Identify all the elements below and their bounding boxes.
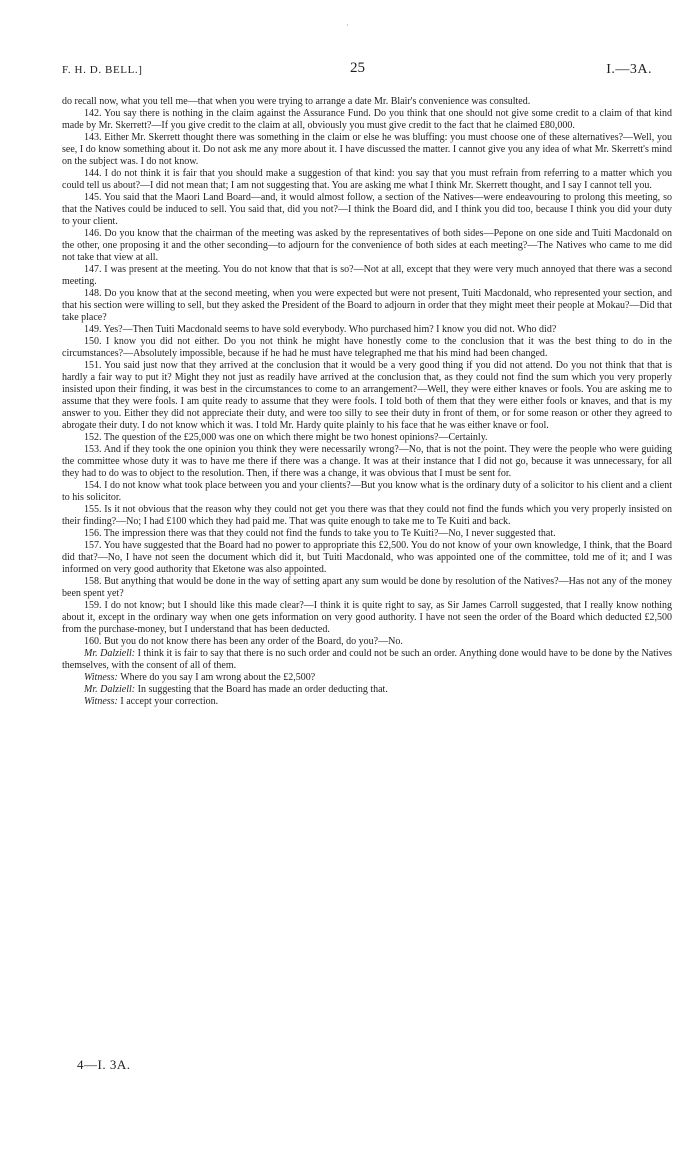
paragraph: 142. You say there is nothing in the claim against the Assurance Fund. Do you think that one should not give some credit to a claim of that kind made by Mr. Skerrett?—If you give credit to the claim at all, obviously you must give credit to the fact that he claimed £80,000. (62, 108, 672, 131)
dialogue-text: I think it is fair to say that there is no such order and could not be such an order. Anything done would have to be done by the Natives themselves, with the consent of all of them. (62, 648, 673, 671)
paragraph: 154. I do not know what took place between you and your clients?—But you know what is the ordinary duty of a solicitor to his client and a client to his solicitor. (62, 480, 672, 503)
paragraph: 151. You said just now that they arrived at the conclusion that it would be a very good thing if you did not attend. Do you not think that that is hardly a fair way to put it? Might they not just as readily have arrived at the conclusion that, as they could not find the sum which you very properly insisted upon their finding, it was best in the circumstances to come to an arrangement?—Well, they were either knaves or fools. You are asking me to assume that they were fools. I am quite ready to assume that they were fools. I told both of them that they were either fools or knaves, and that is my answer to you. Either they did not appreciate their duty, and were too silly to see their duty in front of them, or for some reason or other they agreed to abrogate their duty. I do not know which it was. I told Mr. Hardy quite plainly to his face that he was either knave or fool. (62, 360, 672, 431)
paragraph: 152. The question of the £25,000 was one on which there might be two honest opinions?—Certainly. (84, 432, 488, 443)
paragraph: 147. I was present at the meeting. You do not know that that is so?—Not at all, except that they were very much annoyed that there was a second meeting. (62, 264, 672, 287)
paragraph: 156. The impression there was that they could not find the funds to take you to Te Kuiti?—No, I never suggested that. (84, 528, 556, 539)
speaker-name: Mr. Dalziell: (84, 684, 136, 695)
paper-reference: I.—3A. (606, 62, 652, 77)
dialogue-line (62, 696, 672, 708)
paragraph: 148. Do you know that at the second meeting, when you were expected but were not present, Tuiti Macdonald, who represented your section, and that his section were willing to sell, but they asked the President of the Board to adjourn in order that they might meet their people at Mokau?—Did that take place? (62, 288, 672, 323)
signature-mark: 4—I. 3A. (77, 1057, 131, 1072)
speck-mark: · (346, 21, 349, 30)
dialogue-line (62, 648, 672, 672)
paragraph: 160. But you do not know there has been any order of the Board, do you?—No. (84, 636, 403, 647)
dialogue-text: In suggesting that the Board has made an order deducting that. (137, 684, 388, 695)
header-author: F. H. D. BELL.] (62, 64, 143, 76)
paragraph: 158. But anything that would be done in the way of setting apart any sum would be done by resolution of the Natives?—Has not any of the money been spent yet? (62, 576, 672, 599)
paragraph: 144. I do not think it is fair that you should make a suggestion of that kind: you say that you must refrain from referring to a matter which you could tell us about?—I did not mean that; I am not suggesting that. You are asking me what I think Mr. Skerrett thought, and I say I cannot tell you. (62, 168, 672, 191)
paragraph: 153. And if they took the one opinion you think they were necessarily wrong?—No, that is not the point. They were the people who were guiding the committee whose duty it was to have me there if there was a change. It was at their instance that I did not go, because it was unnecessary, for all they had to do was to object to the resolution. Then, if there was a change, it was obvious that I must be sent for. (62, 444, 672, 479)
paragraph: 155. Is it not obvious that the reason why they could not get you there was that they could not find the funds which you very properly insisted on their finding?—No; I had £100 which they had paid me. That was quite enough to take me to Te Kuiti and back. (62, 504, 672, 527)
paragraph: 146. Do you know that the chairman of the meeting was asked by the representatives of both sides—Pepone on one side and Tuiti Macdonald on the other, one proposing it and the other seconding—to adjourn for the convenience of both sides at each meeting?—The Natives who came to me did not take that view at all. (62, 228, 672, 263)
speaker-name: Mr. Dalziell: (84, 648, 136, 659)
dialogue-text: I accept your correction. (120, 696, 219, 707)
speaker-name: Witness: (84, 696, 118, 707)
paragraph: 149. Yes?—Then Tuiti Macdonald seems to have sold everybody. Who purchased him? I know you did not. Who did? (84, 324, 557, 335)
paragraph: 157. You have suggested that the Board had no power to appropriate this £2,500. You do not know of your own knowledge, I think, that the Board did that?—No, I have not seen the document which did it, but Tuiti Macdonald, who was appointed one of the committee, told me of it; and I was informed on very good authority that Eketone was also appointed. (62, 540, 672, 575)
speaker-name: Witness: (84, 672, 118, 683)
dialogue-line (62, 684, 672, 696)
paragraph: 150. I know you did not either. Do you not think he might have honestly come to the conclusion that it was the best thing to do in the circumstances?—Absolutely impossible, because if he had he must have telegraphed me that his mind had been changed. (62, 336, 672, 359)
paragraph: 143. Either Mr. Skerrett thought there was something in the claim or else he was bluffing: you must choose one of these alternatives?—Well, you see, I do know something about it. Do not ask me any more about it. I have discussed the matter. I cannot give you any idea of what Mr. Skerrett's mind on the subject was. I do not know. (62, 132, 672, 167)
page-number: 25 (350, 60, 365, 76)
paragraph: 159. I do not know; but I should like this made clear?—I think it is quite right to say, as Sir James Carroll suggested, that I really know nothing about it, except in the ordinary way when one gets information on very good authority. I have not seen the order of the Board which deducted £2,500 from the purchase-money, but I understand that has been deducted. (62, 600, 672, 635)
page-header (62, 62, 676, 82)
dialogue-line (62, 672, 672, 684)
document-body (62, 96, 672, 708)
paragraph: do recall now, what you tell me—that when you were trying to arrange a date Mr. Blair's convenience was consulted. (62, 96, 531, 107)
dialogue-text: Where do you say I am wrong about the £2,500? (120, 672, 316, 683)
paragraph: 145. You said that the Maori Land Board—and, it would almost follow, a section of the Natives—were endeavouring to prolong this meeting, so that the Natives could be induced to sell. You said that, did you not?—I think the Board did, and I think you did too, because I think you did your duty to your client. (62, 192, 672, 227)
